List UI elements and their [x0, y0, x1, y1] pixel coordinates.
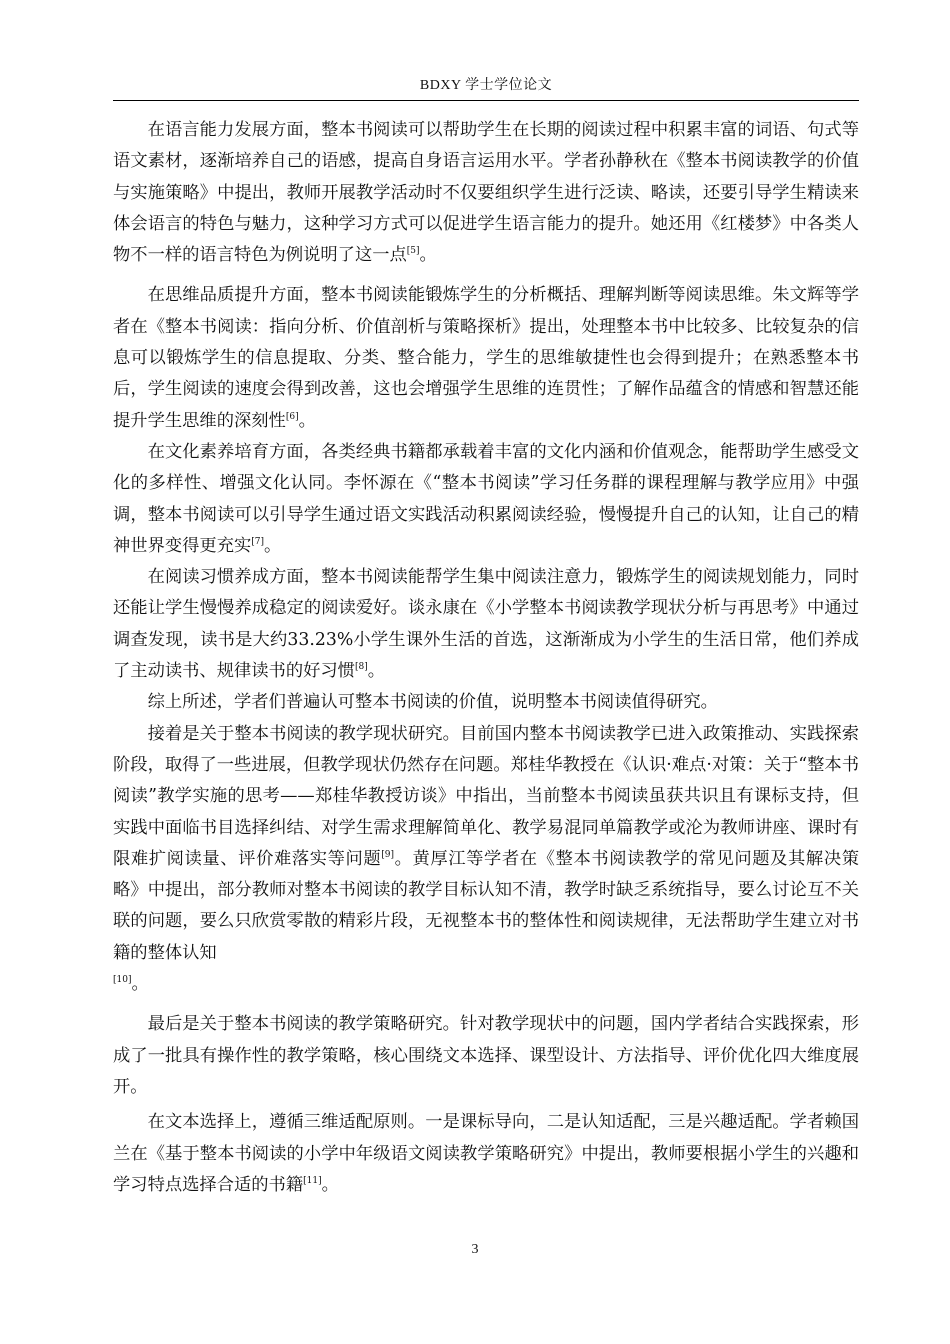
paragraph-text: 接着是关于整本书阅读的教学现状研究。目前国内整本书阅读教学已进入政策推动、实践探索阶段，取得了一些进展，但教学现状仍然存在问题。郑桂华教授在《认识·难点·对策：关于“整本书阅读”教学实施的思考——郑桂华教授访谈》中指出，当前整本书阅读虽获共识且有课标支持，但实践中面临书目选择纠结、对学生需求理解简单化、教学易混同单篇教学或沦为教师讲座、课时有限难扩阅读量、评价难落实等问题	[113, 723, 859, 869]
paragraph-summary	[113, 687, 859, 718]
citation: [5]	[406, 246, 420, 257]
paragraph-reading-habits: 在阅读习惯养成方面，整本书阅读能帮学生集中阅读注意力，锻炼学生的阅读规划能力，同时还能让学生慢慢养成稳定的阅读爱好。谈永康在《小学整本书阅读教学现状分析与再思考》中通过调查发现，读书是大约33.23%小学生课外生活的首选，这渐渐成为小学生的生活日常，他们养成了主动读书、规律读书的好习惯[8]。	[113, 567, 859, 682]
paragraph-teaching-strategies	[113, 1009, 859, 1103]
paragraph-text: 在思维品质提升方面，整本书阅读能锻炼学生的分析概括、理解判断等阅读思维。朱文辉等学者在《整本书阅读：指向分析、价值剖析与策略探析》提出，处理整本书中比较多、比较复杂的信息可以锻炼学生的信息提取、分类、整合能力，学生的思维敏捷性也会得到提升；在熟悉整本书后，学生阅读的速度会得到改善，这也会增强学生思维的连贯性；了解作品蕴含的情感和智慧还能提升学生思维的深刻性	[113, 285, 859, 431]
paragraph-text: 最后是关于整本书阅读的教学策略研究。针对教学现状中的问题，国内学者结合实践探索，形成了一批具有操作性的教学策略，核心围绕文本选择、课型设计、方法指导、评价优化四大维度展开。	[113, 1014, 859, 1097]
page-number: 3	[471, 1242, 479, 1257]
paragraph-text: 在文化素养培育方面，各类经典书籍都承载着丰富的文化内涵和价值观念，能帮助学生感受文化的多样性、增强文化认同。李怀源在《“整本书阅读”学习任务群的课程理解与教学应用》中强调，整本书阅读可以引导学生通过语文实践活动积累阅读经验，慢慢提升自己的认知，让自己的精神世界变得更充实	[113, 441, 859, 556]
paragraph-language-ability: 在语言能力发展方面，整本书阅读可以帮助学生在长期的阅读过程中积累丰富的词语、句式等语文素材，逐渐培养自己的语感，提高自身语言运用水平。学者孙静秋在《整本书阅读教学的价值与实施策略》中提出，教师开展教学活动时不仅要组织学生进行泛读、略读，还要引导学生精读来体会语言的特色与魅力，这种学习方式可以促进学生语言能力的提升。她还用《红楼梦》中各类人物不一样的语言特色为例说明了这一点[5]。	[113, 120, 859, 266]
paragraph-text: 在语言能力发展方面，整本书阅读可以帮助学生在长期的阅读过程中积累丰富的词语、句式等语文素材，逐渐培养自己的语感，提高自身语言运用水平。学者孙静秋在《整本书阅读教学的价值与实施策略》中提出，教师开展教学活动时不仅要组织学生进行泛读、略读，还要引导学生精读来体会语言的特色与魅力，这种学习方式可以促进学生语言能力的提升。她还用《红楼梦》中各类人物不一样的语言特色为例说明了这一点	[113, 120, 859, 266]
citation: [7]	[251, 536, 265, 547]
citation: [9]	[381, 849, 395, 860]
citation: [8]	[354, 662, 368, 673]
citation: [10]	[113, 975, 132, 986]
header-rule	[113, 100, 859, 101]
paragraph-cultural-literacy: 在文化素养培育方面，各类经典书籍都承载着丰富的文化内涵和价值观念，能帮助学生感受文化的多样性、增强文化认同。李怀源在《“整本书阅读”学习任务群的课程理解与教学应用》中强调，整本书阅读可以引导学生通过语文实践活动积累阅读经验，慢慢提升自己的认知，让自己的精神世界变得更充实[7]。	[113, 441, 859, 556]
paragraph-text: 综上所述，学者们普遍认可整本书阅读的价值，说明整本书阅读值得研究。	[147, 692, 718, 713]
body-text	[113, 115, 859, 1201]
paragraph-teaching-status: 接着是关于整本书阅读的教学现状研究。目前国内整本书阅读教学已进入政策推动、实践探索阶段，取得了一些进展，但教学现状仍然存在问题。郑桂华教授在《认识·难点·对策：关于“整本书阅读”教学实施的思考——郑桂华教授访谈》中指出，当前整本书阅读虽获共识且有课标支持，但实践中面临书目选择纠结、对学生需求理解简单化、教学易混同单篇教学或沦为教师讲座、课时有限难扩阅读量、评价难落实等问题[9]。黄厚江等学者在《整本书阅读教学的常见问题及其解决策略》中提出，部分教师对整本书阅读的教学目标认知不清，教学时缺乏系统指导，要么讨论互不关联的问题，要么只欣赏零散的精彩片段，无视整本书的整体性和阅读规律，无法帮助学生建立对书籍的整体认知	[113, 723, 859, 963]
citation: [11]	[303, 1175, 322, 1186]
running-header: BDXY 学士学位论文	[419, 78, 553, 93]
paragraph-text-selection: 在文本选择上，遵循三维适配原则。一是课标导向，二是认知适配，三是兴趣适配。学者赖国兰在《基于整本书阅读的小学中年级语文阅读教学策略研究》中提出，教师要根据小学生的兴趣和学习特点选择合适的书籍[11]。	[113, 1112, 859, 1195]
paragraph-text: 在文本选择上，遵循三维适配原则。一是课标导向，二是认知适配，三是兴趣适配。学者赖国兰在《基于整本书阅读的小学中年级语文阅读教学策略研究》中提出，教师要根据小学生的兴趣和学习特点选择合适的书籍	[113, 1112, 859, 1195]
paragraph-teaching-status-end: [10]。	[113, 974, 149, 995]
citation: [6]	[285, 411, 299, 422]
paragraph-text: 在阅读习惯养成方面，整本书阅读能帮学生集中阅读注意力，锻炼学生的阅读规划能力，同时还能让学生慢慢养成稳定的阅读爱好。谈永康在《小学整本书阅读教学现状分析与再思考》中通过调查发现，读书是大约33.23%小学生课外生活的首选，这渐渐成为小学生的生活日常，他们养成了主动读书、规律读书的好习惯	[113, 567, 859, 682]
paragraph-thinking-quality: 在思维品质提升方面，整本书阅读能锻炼学生的分析概括、理解判断等阅读思维。朱文辉等学者在《整本书阅读：指向分析、价值剖析与策略探析》提出，处理整本书中比较多、比较复杂的信息可以锻炼学生的信息提取、分类、整合能力，学生的思维敏捷性也会得到提升；在熟悉整本书后，学生阅读的速度会得到改善，这也会增强学生思维的连贯性；了解作品蕴含的情感和智慧还能提升学生思维的深刻性[6]。	[113, 285, 859, 431]
